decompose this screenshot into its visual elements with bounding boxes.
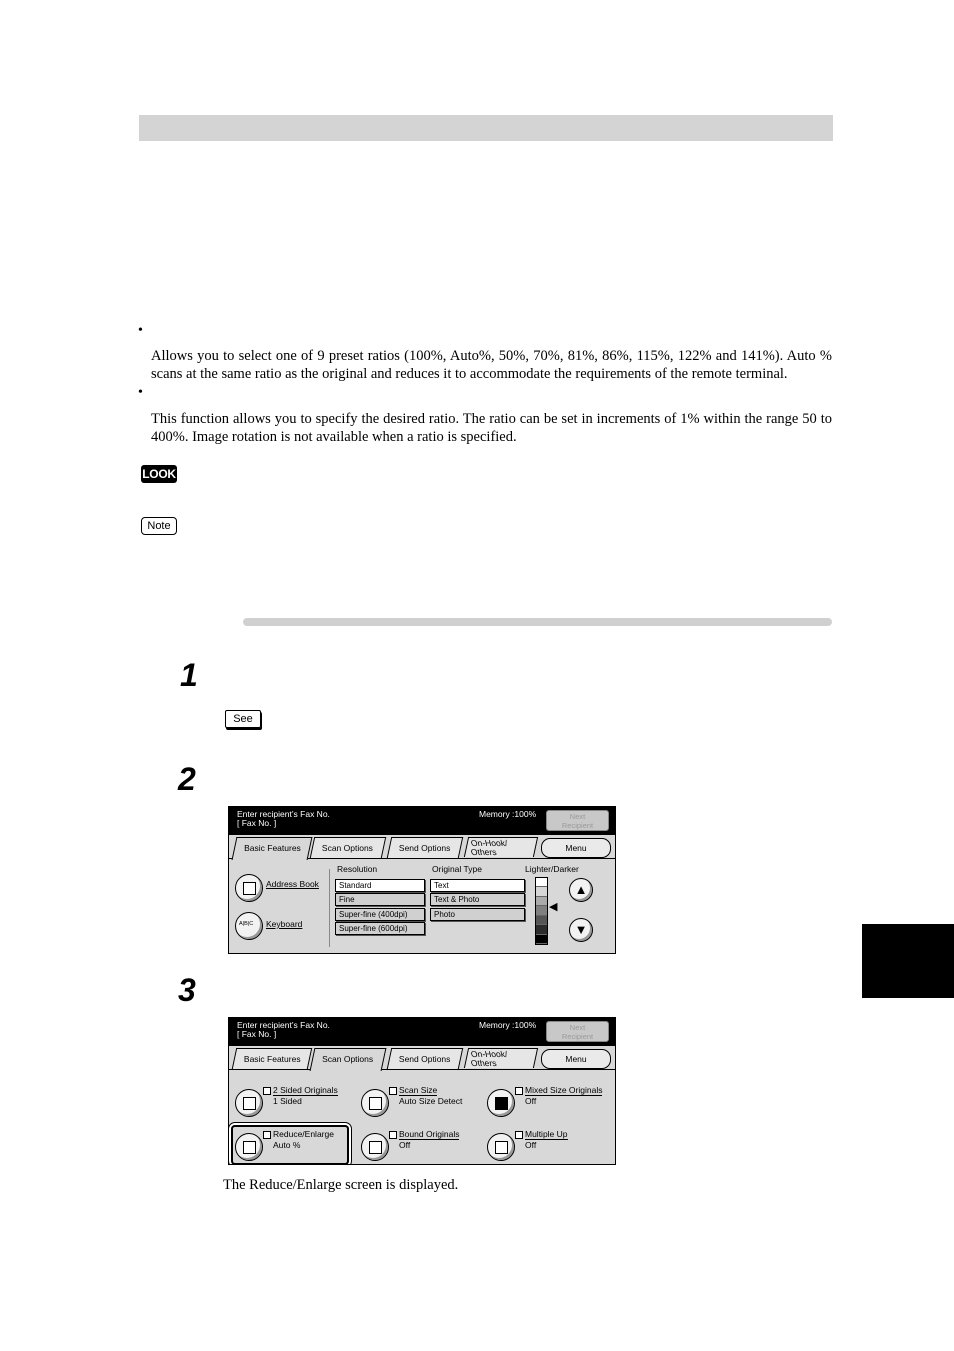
step-number-1: 1	[180, 657, 198, 693]
see-badge: See	[225, 710, 261, 728]
original-type-photo[interactable]: Photo	[430, 908, 525, 921]
chapter-side-tab	[862, 924, 954, 998]
tab-scan-options[interactable]: Scan Options	[310, 1048, 387, 1071]
address-book-label[interactable]: Address Book	[266, 879, 319, 889]
tab-on-hook-others[interactable]: On-Hook/ Others	[464, 837, 538, 857]
triangle-down-icon: ▼	[574, 922, 588, 937]
fax-scan-options-screen: Enter recipient’s Fax No. [ Fax No. ] Memory :100% Next Recipient Basic Features Scan Options Send Options On-Hook/ Others Menu 2 Sided Originals 1 Sided Scan Size Auto Size Detect Mixed Size Originals Off Reduce/Enlarge Auto % Bound Originals Off Multiple Up Off	[228, 1017, 616, 1165]
tab-on-hook-others[interactable]: On-Hook/ Others	[464, 1048, 538, 1068]
2-sided-originals-button[interactable]	[235, 1089, 263, 1117]
caption: The Reduce/Enlarge screen is displayed.	[223, 1177, 459, 1193]
tab-basic-features[interactable]: Basic Features	[232, 1048, 312, 1069]
bullet-1: •	[138, 323, 143, 338]
resolution-superfine-600[interactable]: Super-fine (600dpi)	[335, 922, 425, 935]
step-number-2: 2	[178, 761, 196, 797]
reduce-enlarge-button[interactable]	[235, 1133, 263, 1161]
triangle-up-icon: ▲	[574, 882, 588, 897]
message-line-2: [ Fax No. ]	[237, 818, 277, 828]
divider	[329, 869, 330, 947]
tab-scan-options[interactable]: Scan Options	[310, 837, 386, 858]
original-type-heading: Original Type	[432, 864, 482, 874]
scan-size-button[interactable]	[361, 1089, 389, 1117]
message-line-2: [ Fax No. ]	[237, 1029, 277, 1039]
bullet-1-text: Allows you to select one of 9 preset ratios (100%, Auto%, 50%, 70%, 81%, 86%, 115%, 122% and 141%). Auto % scans at the same ratio as the original and reduces it to accommodate the requirements of the remote terminal.	[151, 348, 832, 382]
address-book-icon	[243, 882, 256, 895]
mixed-size-originals-button[interactable]	[487, 1089, 515, 1117]
bullet-2: •	[138, 385, 143, 400]
step-number-3: 3	[178, 972, 196, 1008]
bound-originals-button[interactable]	[361, 1133, 389, 1161]
tab-send-options[interactable]: Send Options	[387, 837, 463, 858]
memory-indicator: Memory :100%	[479, 809, 537, 819]
lighter-darker-heading: Lighter/Darker	[525, 864, 579, 874]
scan-size-icon	[369, 1097, 382, 1110]
density-step	[536, 887, 547, 896]
density-step	[536, 916, 547, 925]
density-step	[536, 878, 547, 887]
keyboard-button[interactable]	[235, 912, 263, 940]
density-pointer-icon: ◀	[549, 901, 558, 913]
checkbox[interactable]	[263, 1087, 271, 1095]
density-step	[536, 906, 547, 915]
checkbox[interactable]	[515, 1087, 523, 1095]
keyboard-icon: A|B|C	[239, 921, 254, 927]
resolution-fine[interactable]: Fine	[335, 893, 425, 906]
checkbox[interactable]	[389, 1087, 397, 1095]
note-badge: Note	[141, 517, 177, 535]
message-line-1: Enter recipient’s Fax No.	[237, 809, 330, 819]
address-book-button[interactable]	[235, 874, 263, 902]
resolution-superfine-400[interactable]: Super-fine (400dpi)	[335, 908, 425, 921]
checkbox[interactable]	[515, 1131, 523, 1139]
section-divider	[243, 618, 832, 626]
tab-send-options[interactable]: Send Options	[387, 1048, 463, 1069]
document-icon	[243, 1097, 256, 1110]
next-recipient-button[interactable]: Next Recipient	[546, 810, 609, 831]
lighter-up-button[interactable]	[569, 878, 593, 902]
next-recipient-button[interactable]: Next Recipient	[546, 1021, 609, 1042]
bullet-2-text: This function allows you to specify the desired ratio. The ratio can be set in increments of 1% within the range 50 to 400%. Image rotation is not available when a ratio is specified.	[151, 411, 832, 445]
fax-basic-features-screen	[228, 806, 616, 954]
resolution-heading: Resolution	[337, 864, 378, 874]
book-icon	[369, 1141, 382, 1154]
density-scale	[535, 877, 548, 945]
keyboard-label[interactable]: Keyboard	[266, 919, 303, 929]
mixed-size-icon	[495, 1097, 508, 1110]
multiple-up-button[interactable]	[487, 1133, 515, 1161]
density-step	[536, 925, 547, 934]
tab-basic-features[interactable]: Basic Features	[232, 837, 313, 860]
multiple-up-icon	[495, 1141, 508, 1154]
message-line-1: Enter recipient’s Fax No.	[237, 1020, 330, 1030]
message-bar	[229, 807, 615, 835]
message-bar	[229, 1018, 615, 1046]
checkbox[interactable]	[263, 1131, 271, 1139]
density-step	[536, 935, 547, 944]
darker-down-button[interactable]	[569, 918, 593, 942]
look-badge: LOOK	[142, 467, 176, 481]
original-type-text-photo[interactable]: Text & Photo	[430, 893, 525, 906]
original-type-text[interactable]: Text	[430, 879, 525, 892]
menu-button[interactable]: Menu	[541, 838, 611, 858]
header-bar	[139, 115, 833, 141]
menu-button[interactable]: Menu	[541, 1049, 611, 1069]
memory-indicator: Memory :100%	[479, 1020, 537, 1030]
checkbox[interactable]	[389, 1131, 397, 1139]
reduce-enlarge-icon	[243, 1141, 256, 1154]
resolution-standard[interactable]: Standard	[335, 879, 425, 892]
density-step	[536, 897, 547, 906]
